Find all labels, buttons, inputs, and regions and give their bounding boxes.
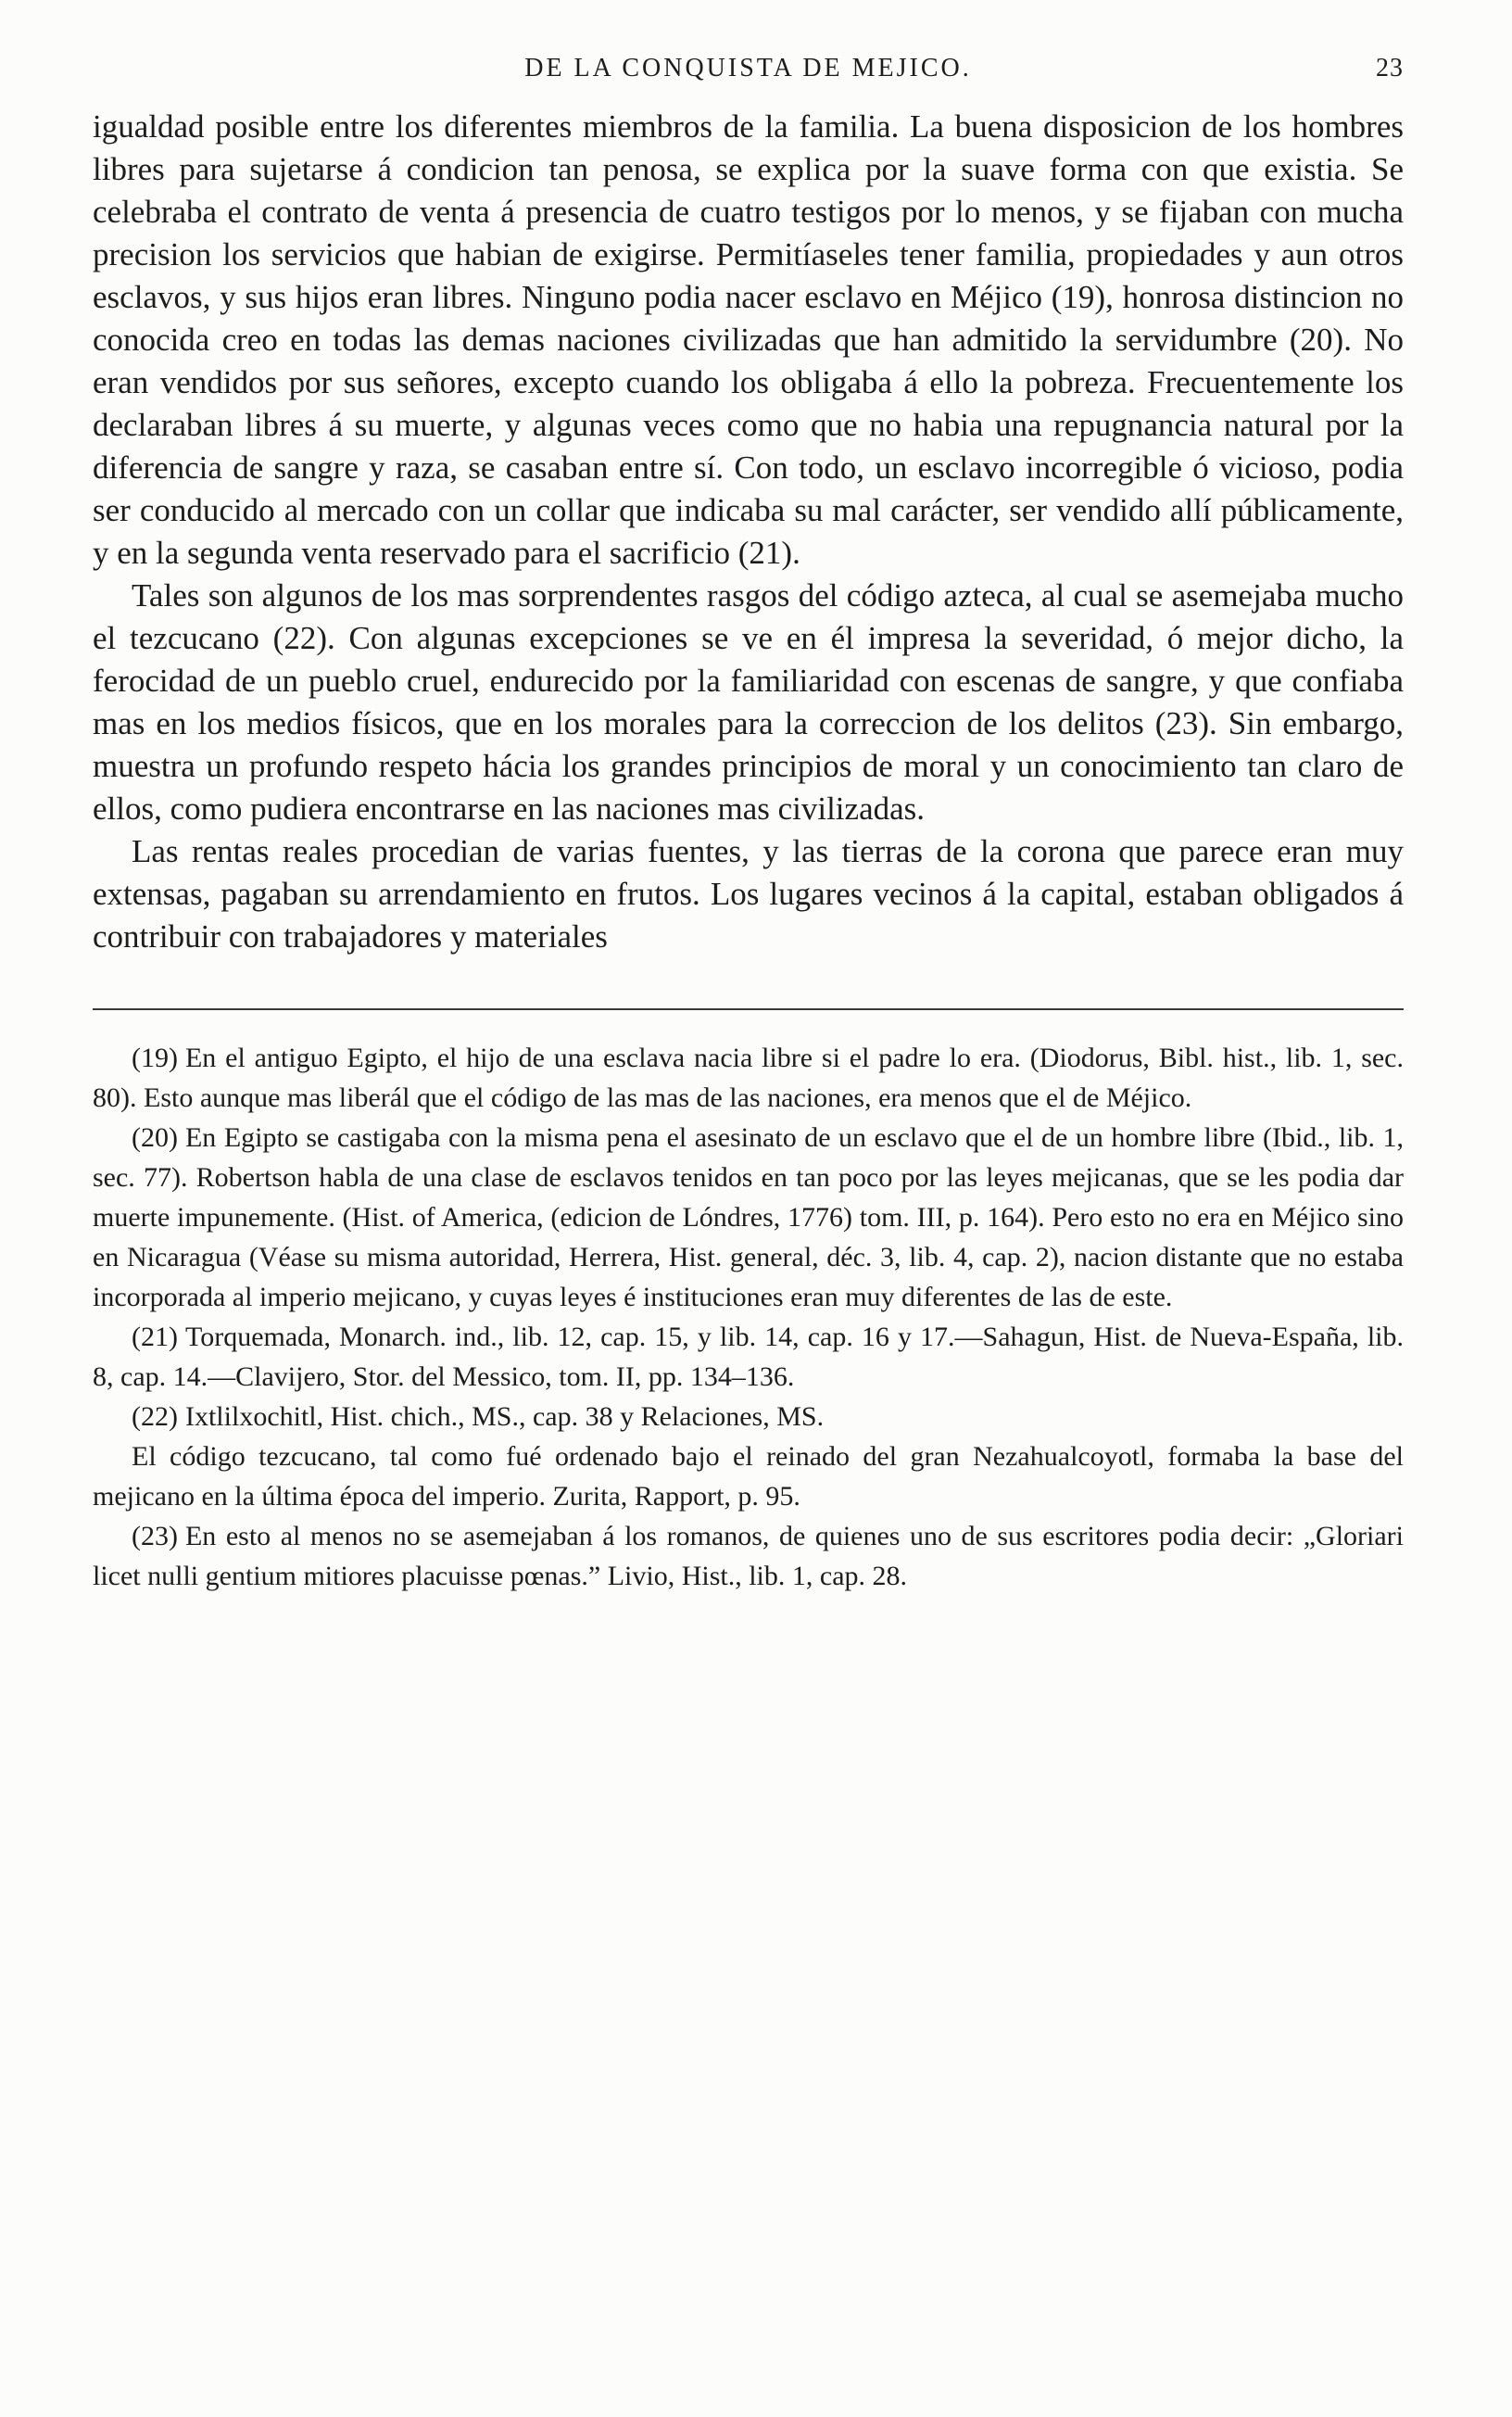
footnote-text: Ixtlilxochitl, Hist. chich., MS., cap. 38 y Relaciones, MS. xyxy=(184,1401,825,1432)
body-paragraph: Las rentas reales procedian de varias fuentes, y las tierras de la corona que parece eran muy extensas, pagaban su arrendamiento en frutos. Los lugares vecinos á la capital, estaban obligados á contribuir con trabajadores y materiales xyxy=(93,833,1404,955)
footnote xyxy=(93,1317,1404,1397)
footnote xyxy=(93,1038,1404,1118)
footnotes xyxy=(93,1038,1404,1596)
footnote-number: (21) xyxy=(132,1322,178,1352)
footnote-number: (20) xyxy=(132,1122,178,1153)
footnote xyxy=(93,1118,1404,1317)
footnote-number: (19) xyxy=(132,1043,178,1073)
footnote xyxy=(93,1436,1404,1516)
footnote-text: En esto al menos no se asemejaban á los romanos, de quienes uno de sus escritores podia decir: „Gloriari licet nulli gentium mitiores placuisse pœnas.” Livio, Hist., lib. 1, cap. 28. xyxy=(93,1521,1404,1591)
page-header xyxy=(93,54,1404,106)
footnote-text: El código tezcucano, tal como fué ordenado bajo el reinado del gran Nezahualcoyotl, formaba la base del mejicano en la última época del imperio. Zurita, Rapport, p. 95. xyxy=(93,1441,1404,1512)
footnote-text: En Egipto se castigaba con la misma pena el asesinato de un esclavo que el de un hombre libre (Ibid., lib. 1, sec. 77). Robertson habla de una clase de esclavos tenidos en tan poco por las leyes mejicanas, que se les podia dar muerte impunemente. (Hist. of America, (edicion de Lóndres, 1776) tom. III, p. 164). Pero esto no era en Méjico sino en Nicaragua (Véase su misma autoridad, Herrera, Hist. general, déc. 3, lib. 4, cap. 2), nacion distante que no estaba incorporada al imperio mejicano, y cuyas leyes é instituciones eran muy diferentes de las de este. xyxy=(93,1122,1404,1312)
main-text xyxy=(93,106,1404,958)
running-title: DE LA CONQUISTA DE MEJICO. xyxy=(524,54,972,82)
footnote xyxy=(93,1516,1404,1596)
footnote-text: En el antiguo Egipto, el hijo de una esclava nacia libre si el padre lo era. (Diodorus, Bibl. hist., lib. 1, sec. 80). Esto aunque mas liberál que el código de las mas de las naciones, era menos que el de Méjico. xyxy=(93,1043,1404,1113)
footnote-divider xyxy=(93,1008,1404,1010)
footnote-number: (23) xyxy=(132,1521,178,1551)
footnote-number: (22) xyxy=(132,1401,178,1432)
book-page xyxy=(93,54,1404,1596)
body-paragraph: Tales son algunos de los mas sorprendentes rasgos del código azteca, al cual se asemejaba mucho el tezcucano (22). Con algunas excepciones se ve en él impresa la severidad, ó mejor dicho, la ferocidad de un pueblo cruel, endurecido por la familiaridad con escenas de sangre, y que confiaba mas en los medios físicos, que en los morales para la correccion de los delitos (23). Sin embargo, muestra un profundo respeto hácia los grandes principios de moral y un conocimiento tan claro de ellos, como pudiera encontrarse en las naciones mas civilizadas. xyxy=(93,577,1404,827)
footnote xyxy=(93,1397,1404,1436)
page-number: 23 xyxy=(1376,54,1404,82)
footnote-text: Torquemada, Monarch. ind., lib. 12, cap. 15, y lib. 14, cap. 16 y 17.—Sahagun, Hist. de Nueva-España, lib. 8, cap. 14.—Clavijero, Stor. del Messico, tom. II, pp. 134–136. xyxy=(93,1322,1404,1392)
body-paragraph: igualdad posible entre los diferentes miembros de la familia. La buena disposicion de los hombres libres para sujetarse á condicion tan penosa, se explica por la suave forma con que existia. Se celebraba el contrato de venta á presencia de cuatro testigos por lo menos, y se fijaban con mucha precision los servicios que habian de exigirse. Permitíaseles tener familia, propiedades y aun otros esclavos, y sus hijos eran libres. Ninguno podia nacer esclavo en Méjico (19), honrosa distincion no conocida creo en todas las demas naciones civilizadas que han admitido la servidumbre (20). No eran vendidos por sus señores, excepto cuando los obligaba á ello la pobreza. Frecuentemente los declaraban libres á su muerte, y algunas veces como que no habia una repugnancia natural por la diferencia de sangre y raza, se casaban entre sí. Con todo, un esclavo incorregible ó vicioso, podia ser conducido al mercado con un collar que indicaba su mal carácter, ser vendido allí públicamente, y en la segunda venta reservado para el sacrificio (21). xyxy=(93,108,1404,571)
